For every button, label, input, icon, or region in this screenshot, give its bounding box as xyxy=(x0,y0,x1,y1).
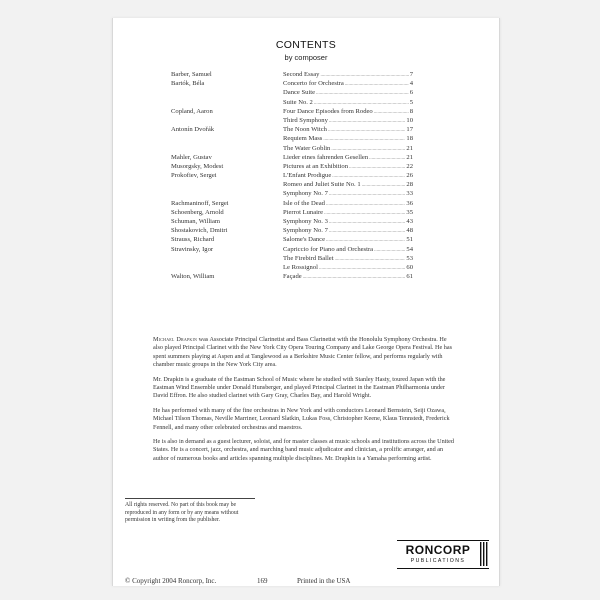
toc-entry xyxy=(171,199,416,208)
toc-page-number: 17 xyxy=(406,126,413,134)
toc-entry xyxy=(171,245,416,254)
toc-work: Symphony No. 7 xyxy=(283,227,328,235)
toc-work: Suite No. 2 xyxy=(283,98,313,106)
toc-work: Third Symphony xyxy=(283,116,328,124)
bio-paragraph xyxy=(153,336,457,370)
publisher-logo xyxy=(397,528,489,572)
music-note-icon xyxy=(479,542,488,566)
toc-work: Isle of the Dead xyxy=(283,199,325,207)
toc-page-number: 51 xyxy=(406,236,413,244)
toc-composer: Prokofiev, Sergei xyxy=(171,172,217,180)
toc-entry xyxy=(171,226,416,235)
toc-entry xyxy=(171,208,416,217)
toc-work-line xyxy=(283,272,413,282)
toc-entry xyxy=(171,79,416,88)
page-subtitle: by composer xyxy=(284,53,328,62)
toc-page-number: 53 xyxy=(406,254,413,262)
toc-work: Façade xyxy=(283,273,302,281)
toc-page-number: 7 xyxy=(409,71,413,78)
toc-composer: Barber, Samuel xyxy=(171,71,212,78)
bio-text: was Associate Principal Clarinetist and Bass Clarinetist with the Honolulu Symphony Orchestra. He also played Principal Clarinet with the New York City Opera Touring Company and Lake George Opera Festival. He has spent summers playing at Aspen and at Tanglewood as a Berkshire Music Center fellow, and performs regularly with chamber music groups in the New York City area. xyxy=(153,336,453,369)
toc-work: Le Rossignol xyxy=(283,263,318,271)
bio-paragraph: He is also in demand as a guest lecturer, soloist, and for master classes at music schools and institutions across the United States. He is a concert, jazz, orchestra, and marching band music adjudicator and clinician, a prolific arranger, and an author of numerous books and articles spanning multiple disciplines. Mr. Drapkin is a Yamaha performing artist. xyxy=(153,438,454,462)
document-page xyxy=(112,18,500,586)
toc-work: The Firebird Ballet xyxy=(283,254,334,262)
toc-page-number: 36 xyxy=(406,199,413,207)
toc-entry xyxy=(171,98,416,107)
toc-composer: Schuman, William xyxy=(171,218,221,225)
toc-page-number: 10 xyxy=(406,116,413,124)
toc-page-number: 26 xyxy=(406,172,413,180)
table-of-contents xyxy=(171,70,416,281)
toc-work: Capriccio for Piano and Orchestra xyxy=(283,245,374,253)
toc-composer: Copland, Aaron xyxy=(171,107,213,115)
toc-page-number: 22 xyxy=(406,162,413,170)
author-biography xyxy=(153,336,457,469)
toc-composer: Shostakovich, Dmitri xyxy=(171,227,228,235)
toc-entry xyxy=(171,263,416,272)
toc-composer: Walton, William xyxy=(171,273,215,281)
printed-notice: Printed in the USA xyxy=(297,577,351,585)
toc-entry xyxy=(171,88,416,97)
toc-page-number: 33 xyxy=(406,190,413,198)
toc-entry xyxy=(171,217,416,226)
toc-work: Salome's Dance xyxy=(283,236,326,244)
toc-entry xyxy=(171,153,416,162)
toc-composer: Antonín Dvořák xyxy=(171,126,215,134)
toc-page-number: 6 xyxy=(409,89,413,97)
toc-page-number: 48 xyxy=(406,227,413,235)
toc-page-number: 4 xyxy=(409,80,413,88)
bio-paragraph: He has performed with many of the fine orchestras in New York and with conductors Leonard Bernstein, Seiji Ozawa, Michael Tilson Thomas, Neville Marriner, Leonard Slatkin, Lukas Foss, Christopher Keene, Klaus Tennstedt, Frederick Fennell, and many other celebrated orchestras and maestros. xyxy=(153,406,450,431)
toc-entry xyxy=(171,116,416,125)
toc-entry xyxy=(171,189,416,198)
toc-work: Concerto for Orchestra xyxy=(283,80,344,88)
toc-work: L'Enfant Prodigue xyxy=(283,172,332,180)
toc-work: Dance Suite xyxy=(283,89,316,97)
toc-page-number: 60 xyxy=(406,263,413,271)
toc-composer: Musorgsky, Modest xyxy=(171,162,224,170)
toc-entry xyxy=(171,144,416,153)
page-title: CONTENTS xyxy=(275,39,337,51)
toc-work: Romeo and Juliet Suite No. 1 xyxy=(283,181,361,189)
toc-composer: Mahler, Gustav xyxy=(171,153,212,161)
toc-entry xyxy=(171,70,416,79)
toc-work: Four Dance Episodes from Rodeo xyxy=(283,107,373,115)
toc-entry xyxy=(171,180,416,189)
toc-work: Pictures at an Exhibition xyxy=(283,162,349,170)
copyright-notice: © Copyright 2004 Roncorp, Inc. xyxy=(125,577,217,585)
toc-composer: Bartók, Béla xyxy=(171,80,205,88)
toc-page-number: 18 xyxy=(406,135,413,143)
logo-name: RONCORP xyxy=(405,543,471,557)
toc-entry xyxy=(171,254,416,263)
toc-page-number: 35 xyxy=(406,208,413,216)
toc-page-number: 21 xyxy=(406,144,413,152)
toc-work: Second Essay xyxy=(283,71,320,78)
toc-entry xyxy=(171,125,416,134)
author-name: Michael Drapkin xyxy=(153,336,198,343)
toc-entry xyxy=(171,107,416,116)
toc-page-number: 43 xyxy=(406,218,413,225)
toc-work: The Water Goblin xyxy=(283,144,331,152)
toc-work: Pierrot Lunaire xyxy=(283,208,324,216)
toc-page-number: 5 xyxy=(409,98,413,106)
toc-page-number: 54 xyxy=(406,245,413,253)
toc-work: Symphony No. 3 xyxy=(283,218,328,225)
toc-composer: Stravinsky, Igor xyxy=(171,245,214,253)
toc-page-number: 8 xyxy=(409,107,413,115)
toc-page-number: 61 xyxy=(406,273,413,281)
bio-paragraph: Mr. Drapkin is a graduate of the Eastman School of Music where he studied with Stanley Hasty, toured Japan with the Eastman Wind Ensemble under Donald Hunsberger, and played Principal Clarinet in the Eastman Philharmonia under David Effron. He also studied clarinet with Gary Gray, Charles Bay, and Harold Wright. xyxy=(153,375,446,400)
toc-entry xyxy=(171,272,416,281)
toc-leader-dots xyxy=(303,273,406,282)
logo-rule xyxy=(397,540,489,541)
toc-page-number: 28 xyxy=(406,181,413,189)
toc-composer: Schoenberg, Arnold xyxy=(171,208,224,216)
toc-entry xyxy=(171,134,416,143)
toc-entry xyxy=(171,171,416,180)
logo-subtitle: PUBLICATIONS xyxy=(410,558,466,564)
toc-work: Symphony No. 7 xyxy=(283,190,328,198)
page-number: 169 xyxy=(257,577,268,585)
toc-page-number: 21 xyxy=(406,153,413,161)
toc-entry xyxy=(171,162,416,171)
toc-composer: Rachmaninoff, Sergei xyxy=(171,199,229,207)
rights-notice: All rights reserved. No part of this book may be reproduced in any form or by any means without permission in writing from the publisher. xyxy=(125,498,255,525)
toc-work: The Noon Witch xyxy=(283,126,327,134)
toc-work: Lieder eines fahrenden Gesellen xyxy=(283,153,369,161)
toc-entry xyxy=(171,235,416,244)
logo-rule xyxy=(397,568,489,569)
toc-composer: Strauss, Richard xyxy=(171,236,215,244)
toc-work: Requiem Mass xyxy=(283,135,323,143)
